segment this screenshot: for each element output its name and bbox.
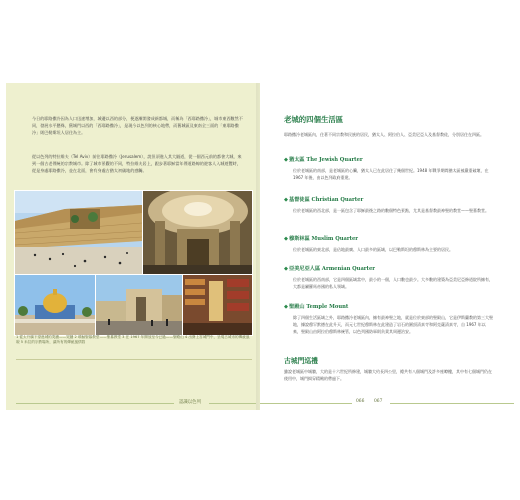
left-paragraph-1: 今日的耶路撒冷因為人口迅速增加，城邊以西的部分，便逐漸開發成新都城，而稱為「西耶路撒冷」，城市東西數然不同，發展水平懸殊，舊城門以西的「西耶路撒冷」，是現今以色列的核心地帶，而舊城區及東南全三面的「東耶路撒冷」則巴勒斯坦人居住為主。 [32, 116, 243, 136]
right-footer-rule-right [390, 403, 514, 404]
gates-subtitle: 古城門巡禮 [284, 357, 318, 365]
left-paragraph-2: 從以色列的特拉維夫（Tel Aviv）前往耶路撒冷（Jerusalem），說但須進入其大隧道，從一個西元前的都會大城，來到一個古老傳統的宗教城市。除了城市景觀的不同，特拉維夫居上，跟步著耶穌當年傳道路線的遊客人入城遊覽時，從是身處耶路撒冷，並在北面，會有身處古猶太初儀地的感觸。 [32, 154, 242, 174]
quarter-text-temple-mount: 除了四個生活區域之外，耶路撒冷老城區內，擁有最神聖之地，就是位於東部的聖殿山，它是伊斯蘭教的第三大聖地，據說穆罕默德在此升天，而元七世紀穆斯林在此建造了岩石的圓頂清真寺和阿克薩清真寺，自 1967 年以來，聖殿山由阿拉伯穆斯林統管，以色列國防軍則負責其周邊治安。 [293, 315, 493, 334]
quarter-text-christian: 位於老城區的西北部，是一區包含了耶穌最後之路的數個特色景點，尤其是基督教最神聖的教堂——聖墓教堂。 [293, 208, 489, 213]
quarter-heading-muslim: ◆穆斯林區 Muslim Quarter [284, 236, 359, 242]
photo-caption: 1 從太升橋下望進城的哭牆——哭牆 2 耶穌聖墓教堂——聖墓教堂 3 在 1967 年開放至今已過——聖殿山 4 出發上宮城門中，呈現古城市的傳統風貌 5 米拉的宗教場所，讓所有的傳統風情寫 [16, 335, 250, 345]
photo-old-city-street [95, 274, 183, 336]
photo-western-wall [14, 190, 143, 275]
photo-dome-of-the-rock [14, 274, 96, 336]
diamond-bullet-icon: ◆ [284, 304, 288, 310]
page-number-left: 066 [356, 399, 365, 404]
diamond-bullet-icon: ◆ [284, 197, 288, 203]
photo-holy-sepulchre [142, 190, 253, 275]
diamond-bullet-icon: ◆ [284, 157, 288, 163]
caption-divider [16, 359, 252, 360]
gates-paragraph: 雖說老城區中城牆，大的是十六世紀所修建，城牆大約長四公里，總共有八個城門及許多座瞭樓，其中有七個城門仍在使用中，城門揭穿精緻的帶過下。 [284, 369, 492, 381]
quarter-heading-jewish: ◆猶太區 The Jewish Quarter [284, 157, 363, 163]
quarter-text-armenian: 位於老城區的西南部，它是四個區域當中，最小的一個，人口數也最少。大多數的建築為亞美尼亞修道院所擁有，大都是屬羅馬帝國的私人領域。 [293, 277, 493, 289]
quarter-text-muslim: 位於老城區的東北部，是佔地最廣、人口最多的區域，以巴勒斯坦的穆斯林為主要的居民。 [293, 247, 453, 252]
book-spread [6, 83, 514, 410]
photo-market [182, 274, 253, 336]
page-number-right: 067 [374, 399, 383, 404]
diamond-bullet-icon: ◆ [284, 266, 288, 272]
intro-paragraph: 耶路撒冷老城區內，住著不同宗教和民族的居民，猶太人、阿拉伯人、亞美尼亞人及基督教徒，分別居住在四區。 [284, 132, 484, 137]
section-title: 老城的四個生活區 [284, 115, 344, 124]
quarter-heading-armenian: ◆亞美尼亞人區 Armenian Quarter [284, 266, 375, 272]
right-page [260, 83, 514, 410]
left-footer-rule-right [209, 403, 256, 404]
running-footer: 認識以色列 [179, 400, 201, 405]
quarter-heading-temple-mount: ◆聖殿山 Temple Mount [284, 304, 349, 310]
left-footer-rule [16, 403, 174, 404]
left-page [6, 83, 260, 410]
quarter-text-jewish: 位於老城區的南部，是老城區的心臟，猶太人已在此居住了幾個世紀。1948 年戰爭期間猶太區被嚴重破壞，在 1967 年後，由以色列政府重建。 [293, 168, 489, 180]
right-footer-rule-left [260, 403, 352, 404]
quarter-heading-christian: ◆基督徒區 Christian Quarter [284, 197, 364, 203]
diamond-bullet-icon: ◆ [284, 236, 288, 242]
